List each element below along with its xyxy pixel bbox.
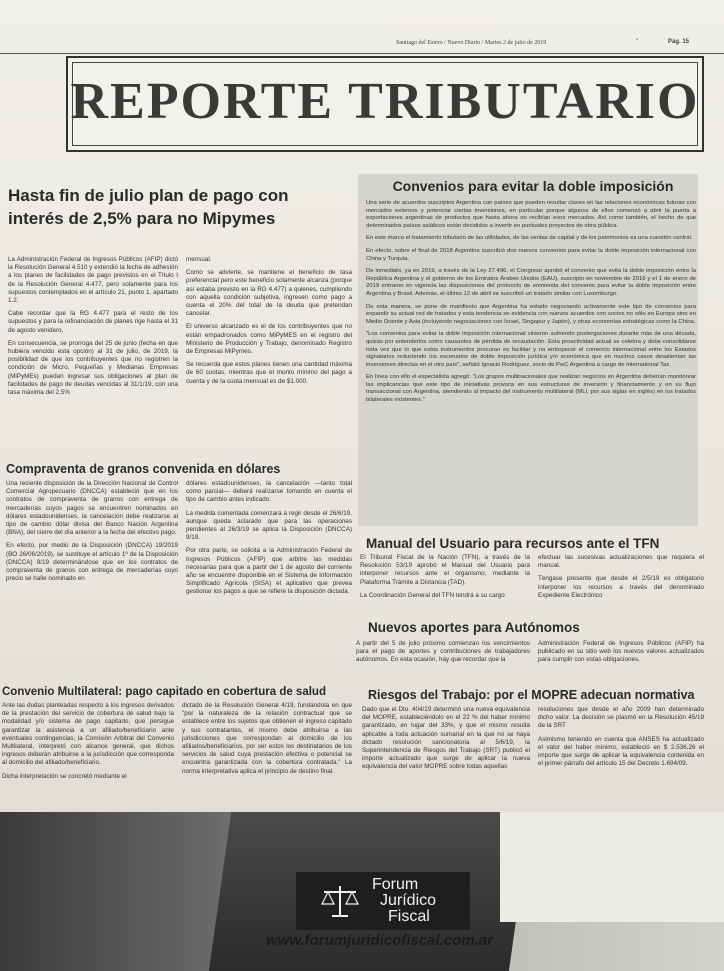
article-manual-col1 <box>360 554 530 605</box>
article-granos-col1 <box>6 480 178 588</box>
forum-logo <box>296 872 470 930</box>
paragraph: mensual. <box>186 256 212 263</box>
logo-text-forum: Forum <box>372 876 419 893</box>
paragraph: Una serie de acuerdos suscriptos Argentina con países que pueden resultar claves en las relaciones económicas futuras con mercados externos y potenciar ciertas inversiones, en particular porque algunos de ellos comenzó a abrir la puerta a exportaciones argentinas de productos que hasta ahora no recibían esos mercados. Así como también, el hecho de que determinados países asiáticos están decididos a invertir en puntuales proyectos de obra pública. <box>366 200 696 229</box>
paragraph: En línea con ello el especialista agregó: "Los grupos multinacionales que realizan negocios en Argentina deberían monitorear las implicancias que este tipo de iniciativas provoca en sus estructuras de inversión y financiamiento y en su flujo transaccional con Argentina, atendiendo al impacto del instrumento multilateral (MLI, por sus siglas en inglés) en los tratados bilaterales existentes." <box>366 374 696 404</box>
paragraph: El universo alcanzado es el de los contribuyentes que no están empadronados como MiPyMES en el registro del Ministerio de Producción y Trabajo, denominado Registro de Empresas MiPymes. <box>186 323 352 356</box>
paragraph: Como se advierte, se mantiene el beneficio de tasa preferencial pero este beneficio solamente alcanza (porque así estaba previsto en la RG 4.477) a quienes, cumpliendo con aquella condición subjetiva, ingresen como pago a cuenta el 20% del total de la deuda que pretendan cancelar. <box>186 269 352 318</box>
paragraph: resoluciones que desde el año 2009 han determinado dicho valor. La decisión se plasmó en la Resolución 45/19 de la SRT <box>538 706 704 730</box>
article-title-plan-pago: Hasta fin de julio plan de pago con interés de 2,5% para no Mipymes <box>8 186 289 228</box>
article-title-autonomos: Nuevos aportes para Autónomos <box>368 620 580 635</box>
article-doble-imposicion-body <box>366 200 696 410</box>
paragraph: Dicha interpretación se concretó mediante el <box>2 772 127 780</box>
article-autonomos-col2 <box>538 640 704 670</box>
logo-text-juridico: Jurídico <box>380 892 437 909</box>
paragraph: dictado de la Resolución General 4/19, fundándola en que "por la naturaleza de la relación contractual que se establece entre los sujetos que obtienen el ingreso capitado y sus contratantes, el mismo debe atribuirse a las jurisdicciones que correspondan al domicilio de los afiliados/beneficiarios, por ser estos los destinatarios de los servicios de salud cuya prestación efectiva o potencial se encuentra garantizada con la cobertura contratada." La norma interpretativa aplica el principio de destino final. <box>182 702 352 775</box>
paragraph: A partir del 5 de julio próximo comienzan los vencimientos para el pago de aportes y contribuciones de trabajadores autónomos. En esta ocasión, hay que recordar que la <box>356 640 530 664</box>
paragraph: Dado que el Dto. 404/19 determinó una nueva equivalencia del MOPRE, estableciéndolo en el 22 % del haber mínimo garantizado, en lugar del 33%, y que el mismo resulta aplicable a toda actuación sumarial en la que no se haya dictado resolución sancionatoria al 5/6/19, la Superintendencia de Riesgos del Trabajo (SRT) publicó el importe actualizado que surge de aplicar la nueva equivalencia del valor MOPRE sobre todas aquellas <box>362 706 530 771</box>
article-convenio-col1 <box>2 702 174 786</box>
article-riesgos-col2 <box>538 706 704 773</box>
article-title-doble-imposicion: Convenios para evitar la doble imposición <box>392 178 674 194</box>
date-line: Santiago del Estero / Nuevo Diario / Martes 2 de julio de 2019 <box>396 40 547 46</box>
paragraph: El Tribunal Fiscal de la Nación (TFN), a través de la Resolución 53/19 aprobó el Manual del Usuario para interponer recursos ante el organismo, mediante la Plataforma Trámite a Distancia (TAD). <box>360 554 530 586</box>
paragraph: La Coordinación General del TFN tendrá a su cargo <box>360 591 505 599</box>
paragraph: En consecuencia, se prorroga del 25 de junio (fecha en que hubiera vencido esta opción) al 31 de julio, de 2019, la posibilidad de que los contribuyentes que no registren la condición de Micro, Pequeñas y Medianas Empresas (MiPyMEs) puedan ingresar sus obligaciones al plan de facilidades de pago de deudas vencidas al 31/1/19, con una tasa máxima del 2,5% <box>8 339 178 397</box>
paragraph: En efecto, sobre el final de 2018 Argentina suscribió dos nuevos convenios para evitar la doble imposición internacional con China y Turquía. <box>366 247 696 262</box>
masthead <box>66 56 704 152</box>
paragraph: "Los convenios para evitar la doble imposición internacional vinieron sufriendo postergaciones durante más de una década, quizás por entenderlos como causantes de pérdida de recaudación. Esta proactividad actual se celebra y debe consolidarse toda vez que lo que estos instrumentos procuran es facilitar y no entorpecer el comercio internacional entre los Estados signatarios reduciendo los escenarios de doble imposición jurídica y/o económica que en muchos casos desalientan las inversiones directas en el otro país", señaló Ignacio Rodríguez, socio de PwC Argentina a cargo de International Tax. <box>366 331 696 368</box>
paragraph: Cabe recordar que la RG 4.477 para el resto de los supuestos y para la refinanciación de planes rige hasta el 31 de agosto venidero. <box>8 310 178 334</box>
paragraph: dólares estadounidenses, la cancelación —tanto total como parcial— deberá realizarse tomando en cuenta el tipo de cambio antes indicado. <box>186 480 352 504</box>
article-title-manual-usuario: Manual del Usuario para recursos ante el TFN <box>366 536 660 551</box>
logo-text-fiscal: Fiscal <box>388 908 430 925</box>
article-plan-pago-col2 <box>186 256 352 391</box>
article-title-convenio-multilateral: Convenio Multilateral: pago capitado en cobertura de salud <box>2 686 326 698</box>
article-title-riesgos-trabajo: Riesgos del Trabajo: por el MOPRE adecuan normativa <box>368 688 695 702</box>
paragraph: Por otra parte, se solicita a la Administración Federal de Ingresos Públicos (AFIP) que arbitre las medidas necesarias para que a partir del 1 de agosto del corriente año se encuentre disponible en el Sistema de Información Simplificado Agrícola (SISA) el aplicativo que prevea gestionar los pagos a que se refiere la disposición dictada. <box>186 547 352 596</box>
website-url[interactable]: www.forumjuridicofiscal.com.ar <box>266 932 493 949</box>
article-convenio-col2 <box>182 702 352 781</box>
article-manual-col2 <box>538 554 704 605</box>
advertisement-banner <box>0 812 724 971</box>
paragraph: De inmediato, ya en 2019, a través de la Ley 27.496, el Congreso aprobó el convenio que evita la doble imposición entre la República Argentina y el gobierno de los Emiratos Árabes Unidos (EAU), suscripto en noviembre de 2016 y el 1 de enero de 2019 entraron en vigencia las disposiciones del protocolo de enmienda del convenio para evitar la doble imposición entre Argentina y Brasil. Además, el último 12 de abril se suscribió un tratado similar con Luxemburgo. <box>366 268 696 297</box>
paper-image <box>500 812 724 922</box>
article-riesgos-col1 <box>362 706 530 777</box>
page-number: Pág. 15 <box>668 39 690 45</box>
paragraph: Se recuerda que estos planes tienen una cantidad máxima de 60 cuotas, mientras que el monto mínimo del pago a cuenta y de la cuota mensual es de $1.000. <box>186 361 352 385</box>
scales-of-justice-icon <box>320 882 360 920</box>
article-granos-col2 <box>186 480 352 602</box>
paragraph: La Administración Federal de Ingresos Públicos (AFIP) dictó la Resolución General 4.510 y extendió la fecha de adhesión a los planes de facilidades de pago previstos en el Título I de la Resolución General 4.477, pero solamente para los supuestos contemplados en el artículo 21, punto 1, apartado 1.2. <box>8 256 178 305</box>
paragraph: En efecto, por medio de la Disposición (DNCCA) 19/2019 (BO 26/06/2019), se sustituye el artículo 1º de la Disposición (DNCCA) 9/19 determinándose que en los contratos de compraventa de granos con entrega de mercaderías cuyo precio se halle nominado en <box>6 542 178 583</box>
paragraph: De esta manera, se pone de manifiesto que Argentina ha estado negociando activamente este tipo de convenios para expandir su actual red de tratados y esta tendencia se evidencia con nuevos acuerdos con socios no sólo en Europa sino en Medio Oriente y Asia (incluyendo negociaciones con Israel, Singapur y Japón), y otras economías estratégicas como la China. <box>366 303 696 325</box>
paragraph: Asimismo teniendo en cuenta que ANSES ha actualizado el valor del haber mínimo, estableció en $ 2.536,26 el importe que surge de aplicar la equivalencia contenida en el primer párrafo del artículo 15 del Decreto 1.694/09. <box>538 735 704 768</box>
paragraph: Ante las dudas planteadas respecto a los ingresos derivados de la prestación del servicio de cobertura de salud bajo la modalidad y/o sistema de pago capitado, que persigue garantizar la asistencia a un afiliado/beneficiario ante eventuales contingencias, la Comisión Arbitral del Convenio Multilateral, interpretó con alcance general, que dichos ingresos deberán atribuirse a la jurisdicción que corresponda al domicilio del afiliado/beneficiario. <box>2 702 174 767</box>
paragraph: La medida comentada comenzará a regir desde el 26/6/19, aunque queda aclarado que para las operaciones pendientes al 26/3/19 se aplica la Disposición (DNCCA) 9/19. <box>186 509 352 542</box>
section-title: REPORTE TRIBUTARIO <box>70 73 700 130</box>
separator-mark: " <box>636 39 639 45</box>
article-plan-pago-col1 <box>8 256 178 402</box>
paragraph: En este marco el tratamiento tributario de las utilidades, de las ventas de capital y de los patrimonios es una cuestión central. <box>366 235 693 242</box>
paragraph: Administración Federal de Ingresos Públicos (AFIP) ha publicado en su sitio web los nuevos valores actualizados para cumplir con estas obligaciones. <box>538 640 704 664</box>
article-autonomos-col1 <box>356 640 530 670</box>
paragraph: Una reciente disposición de la Dirección Nacional de Control Comercial Agropecuario (DNCCA) estableció que en los contratos de compraventa de granos con entrega de mercaderías cuyos pagos se encuentren nominados en dólares estadounidenses, la cancelación debe realizarse al tipo de cambio dólar divisa del Banco Nación Argentina (BNA), del cierre del día anterior a la fecha del efectivo pago. <box>6 480 178 537</box>
page-header-line <box>0 36 724 54</box>
header-rule <box>0 53 724 54</box>
article-title-granos: Compraventa de granos convenida en dólares <box>6 462 281 476</box>
paragraph: Téngase presente que desde el 2/5/19 es obligatorio interponer los recursos a través del denominado Expediente Electrónico <box>538 575 704 599</box>
paragraph: efectuar las sucesivas actualizaciones que requiera el manual. <box>538 554 704 570</box>
